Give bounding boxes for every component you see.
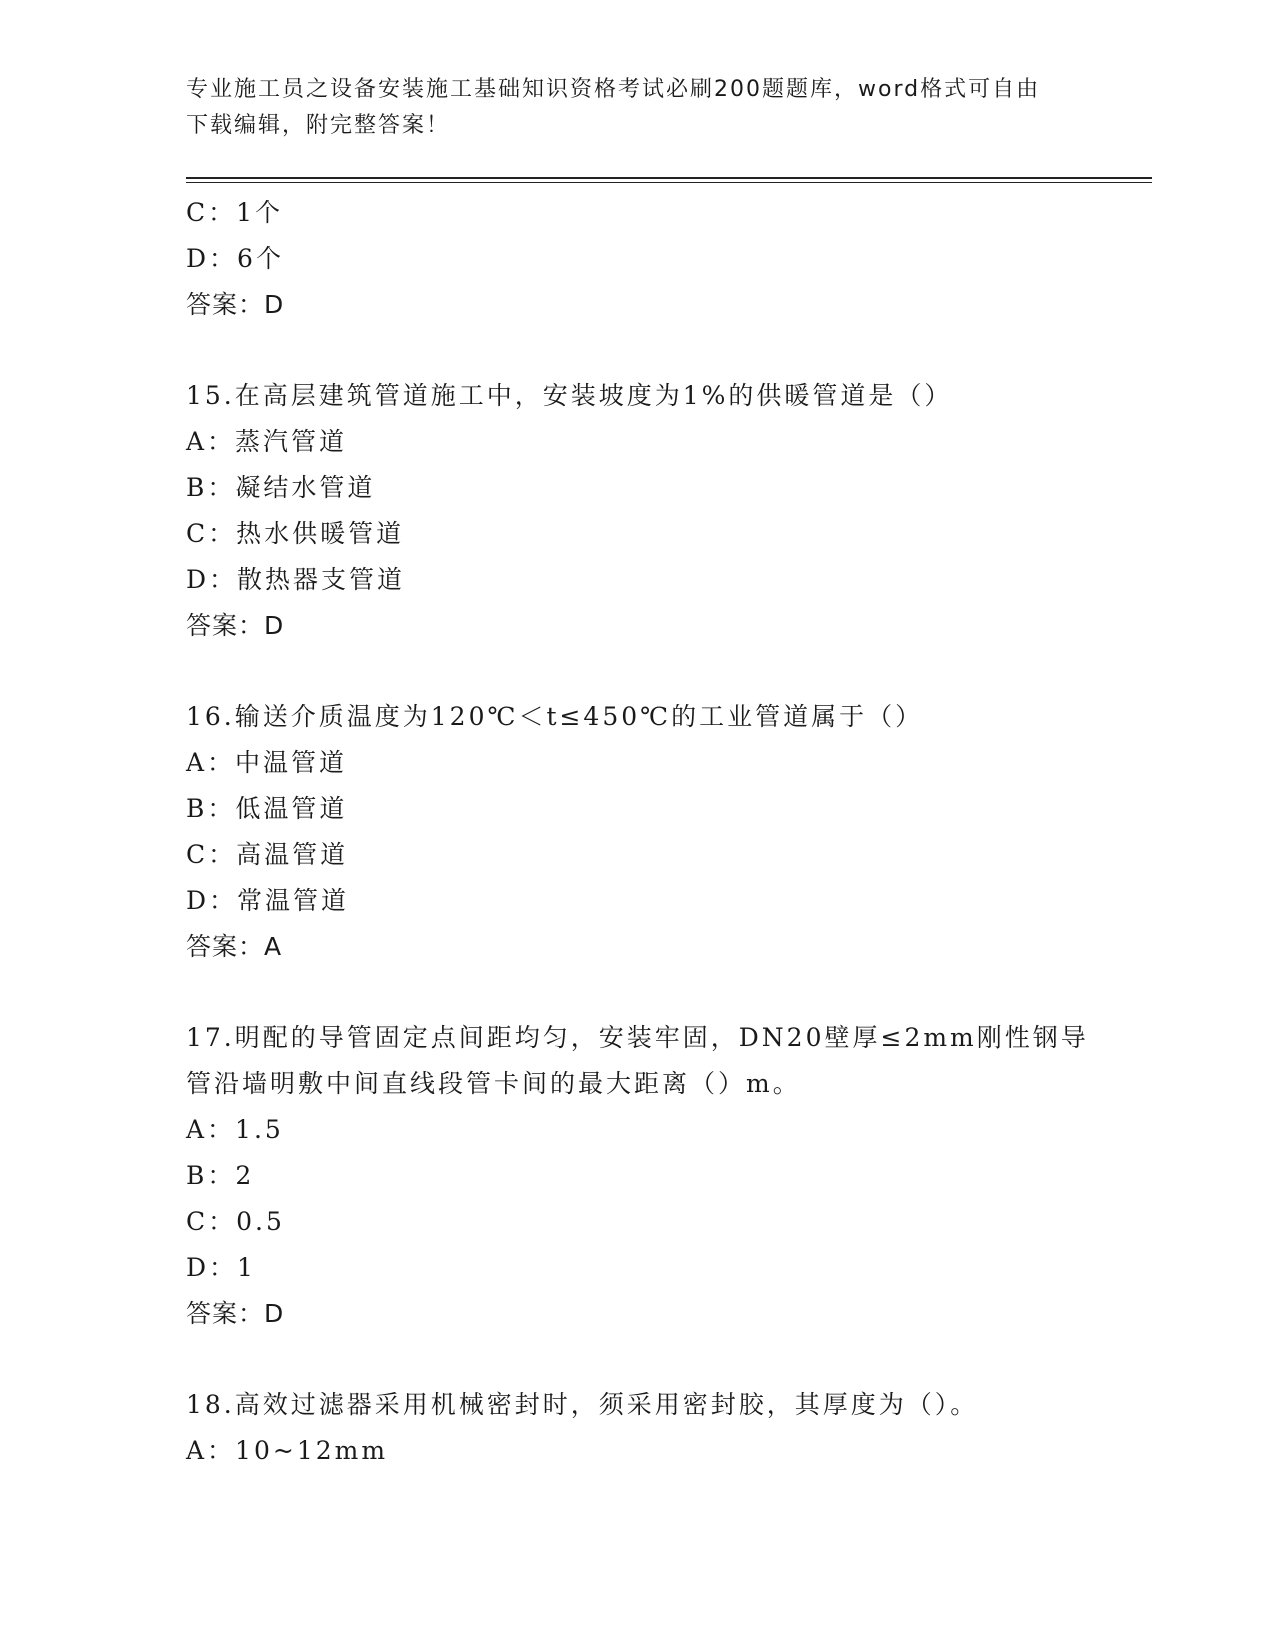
header-line-1: 专业施工员之设备安装施工基础知识资格考试必刷200题题库，word格式可自由 (186, 77, 1041, 102)
answer-line: 答案：D (186, 1299, 285, 1328)
option-a: A：10~12mm (186, 1436, 389, 1465)
question-text: 15.在高层建筑管道施工中，安装坡度为1%的供暖管道是（） (186, 381, 953, 410)
answer-line: 答案：D (186, 611, 285, 640)
option-b: B：凝结水管道 (186, 473, 376, 502)
option-c: C：高温管道 (186, 840, 349, 869)
answer-line: 答案：D (186, 290, 285, 319)
question-text-line-1: 17.明配的导管固定点间距均匀，安装牢固，DN20壁厚≤2mm刚性钢导 (186, 1023, 1089, 1052)
header-line-2: 下载编辑，附完整答案！ (186, 113, 451, 138)
option-d: D：6个 (186, 244, 284, 273)
option-d: D：常温管道 (186, 886, 350, 915)
question-block-16 (186, 694, 1146, 970)
document-header (186, 72, 1086, 144)
option-b: B：2 (186, 1161, 255, 1190)
option-a: A：1.5 (186, 1115, 284, 1144)
option-c: C：1个 (186, 198, 284, 227)
option-b: B：低温管道 (186, 794, 348, 823)
question-text: 18.高效过滤器采用机械密封时，须采用密封胶，其厚度为（）。 (186, 1390, 979, 1419)
option-c: C：热水供暖管道 (186, 519, 405, 548)
question-text-line-2: 管沿墙明敷中间直线段管卡间的最大距离（）m。 (186, 1069, 801, 1098)
question-list (186, 190, 1146, 1474)
question-block-17 (186, 1015, 1146, 1337)
option-d: D：散热器支管道 (186, 565, 406, 594)
answer-line: 答案：A (186, 932, 283, 961)
option-a: A：中温管道 (186, 748, 348, 777)
header-divider-thin (186, 182, 1152, 183)
header-divider (186, 177, 1152, 179)
option-a: A：蒸汽管道 (186, 427, 348, 456)
question-text: 16.输送介质温度为120℃＜t≤450℃的工业管道属于（） (186, 702, 924, 731)
option-d: D：1 (186, 1253, 256, 1282)
option-c: C：0.5 (186, 1207, 285, 1236)
question-block-18 (186, 1382, 1146, 1474)
question-block-continued (186, 190, 1146, 328)
question-block-15 (186, 373, 1146, 649)
